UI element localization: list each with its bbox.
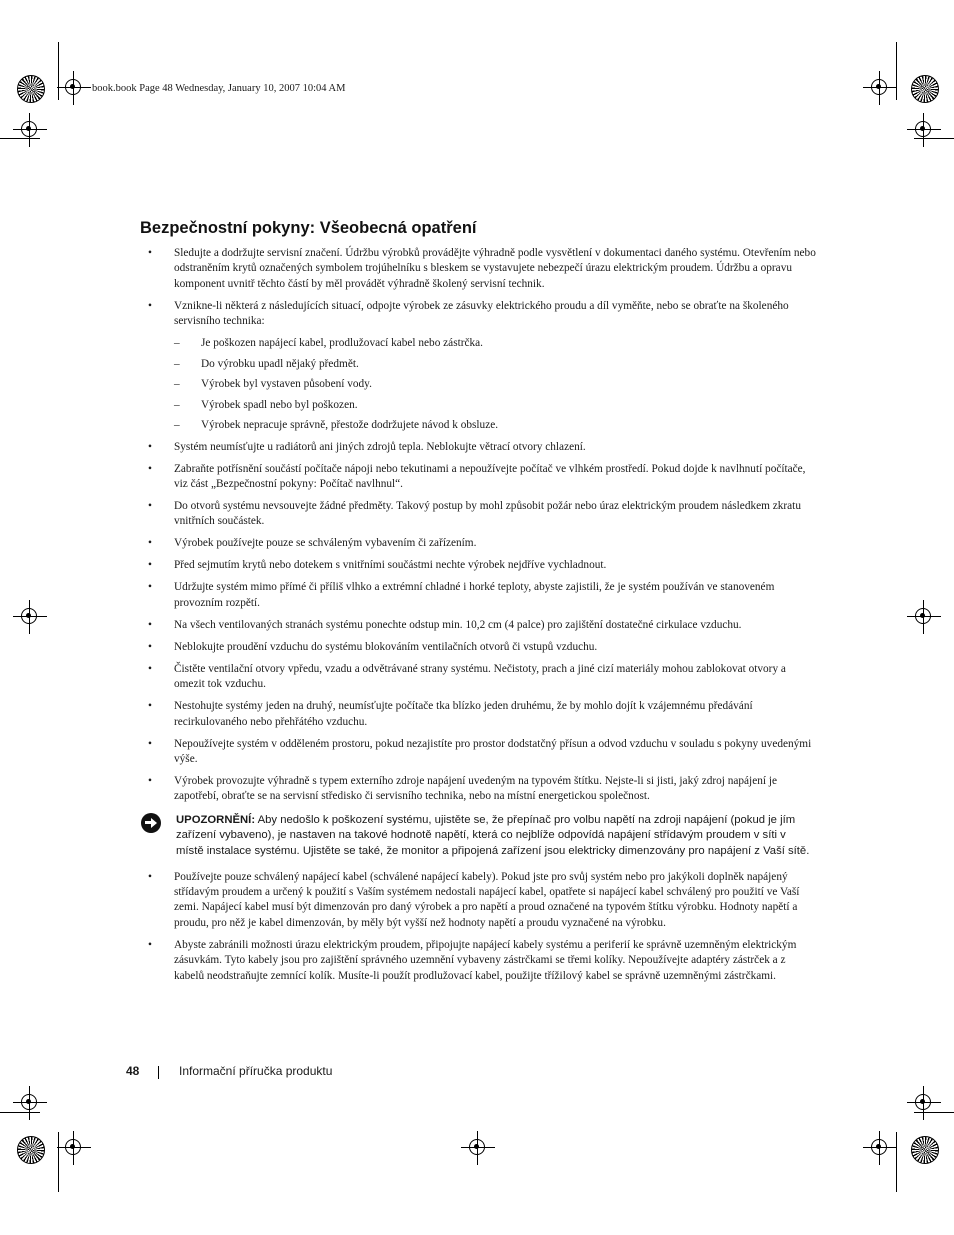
crop-line bbox=[0, 1112, 40, 1113]
crop-line bbox=[58, 1132, 59, 1192]
dash-marker: – bbox=[174, 357, 180, 370]
bullet-marker: • bbox=[148, 618, 152, 631]
crosshair-icon bbox=[19, 606, 41, 628]
bullet-marker: • bbox=[148, 938, 152, 951]
bullet-marker: • bbox=[148, 662, 152, 675]
list-item-text: Výrobek používejte pouze se schváleným vybavením či zařízením. bbox=[174, 537, 477, 550]
bullet-list bbox=[148, 246, 816, 330]
sub-list-item bbox=[148, 377, 816, 392]
registration-star-icon bbox=[17, 1136, 45, 1164]
list-item bbox=[148, 870, 816, 932]
sub-list bbox=[148, 336, 816, 433]
list-item-text: Abyste zabránili možnosti úrazu elektrickým proudem, připojujte napájecí kabely systému a periferií ke správně uzemněným elektrickým zásuvkám. Tyto kabely jsou pro zajištění správného uzemnění vybaveny zástrčkami se třemi kolíky. Nepoužívejte adaptéry zástrček a z kabelů neodstraňujte zemnící kolík. Musíte-li použít prodlužovací kabel, použijte třížilový kabel se správně uzemněnými zástrčkami. bbox=[174, 938, 797, 982]
notice-label: UPOZORNĚNÍ: bbox=[176, 813, 256, 826]
list-item-text: Systém neumísťujte u radiátorů ani jiných zdrojů tepla. Neblokujte větrací otvory chlazení. bbox=[174, 440, 586, 453]
dash-marker: – bbox=[174, 337, 180, 350]
crop-line bbox=[896, 42, 897, 100]
dash-marker: – bbox=[174, 398, 180, 411]
crosshair-icon bbox=[913, 606, 935, 628]
list-item bbox=[148, 774, 816, 805]
bullet-marker: • bbox=[148, 775, 152, 788]
bullet-marker: • bbox=[148, 737, 152, 750]
list-item-text: Udržujte systém mimo přímé či příliš vlhko a extrémní chladné i horké teploty, abyste zajistili, že je systém používán ve stanoveném provozním rozpětí. bbox=[174, 581, 775, 609]
crosshair-icon bbox=[63, 77, 85, 99]
list-item-text: Nepoužívejte systém v odděleném prostoru, pokud nezajistíte pro prostor dodstatčný přísun a odvod vzduchu v souladu s pokyny uvedenými výše. bbox=[174, 737, 812, 766]
bullet-list bbox=[148, 440, 816, 805]
list-item-text: Do otvorů systému nevsouvejte žádné předměty. Takový postup by mohl způsobit požár nebo úraz elektrickým proudem následkem zkratu vnitřních součástek. bbox=[174, 500, 801, 528]
list-item bbox=[148, 462, 816, 493]
bullet-marker: • bbox=[148, 537, 152, 550]
bullet-list bbox=[148, 870, 816, 984]
list-item bbox=[148, 737, 816, 768]
list-item bbox=[148, 640, 816, 655]
crop-line bbox=[896, 1132, 897, 1192]
list-item bbox=[148, 699, 816, 730]
footer-doc-title: Informační příručka produktu bbox=[179, 1064, 333, 1078]
list-item-text: Zabraňte potřísnění součástí počítače nápoji nebo tekutinami a nepoužívejte počítač ve vlhkém prostředí. Pokud dojde k navlhnutí počítače, viz část „Bezpečnostní pokyny: Počítač navlhnul“. bbox=[174, 462, 806, 491]
bullet-marker: • bbox=[148, 640, 152, 653]
list-item-text: Před sejmutím krytů nebo dotekem s vnitřními součástmi nechte výrobek nejdříve vychladnout. bbox=[174, 559, 607, 572]
sub-list-item-text: Je poškozen napájecí kabel, prodlužovací kabel nebo zástrčka. bbox=[201, 337, 483, 350]
list-item-text: Neblokujte proudění vzduchu do systému blokováním ventilačních otvorů či vstupů vzduchu. bbox=[174, 640, 598, 653]
sub-list-item bbox=[148, 418, 816, 433]
list-item bbox=[148, 938, 816, 984]
bullet-marker: • bbox=[148, 870, 152, 883]
sub-list-item bbox=[148, 336, 816, 351]
crosshair-icon bbox=[63, 1137, 85, 1159]
notice-box bbox=[148, 813, 816, 860]
crosshair-icon bbox=[19, 1092, 41, 1114]
bullet-marker: • bbox=[148, 500, 152, 513]
list-item-text: Nestohujte systémy jeden na druhý, neumísťujte počítače tka blízko jeden druhému, že by mohlo dojít k vzájemnému předávání recirkulovaného nebo přehřátého vzduchu. bbox=[174, 700, 753, 728]
crosshair-icon bbox=[869, 1137, 891, 1159]
registration-star-icon bbox=[17, 75, 45, 103]
dash-marker: – bbox=[174, 378, 180, 391]
list-item bbox=[148, 440, 816, 455]
bullet-marker: • bbox=[148, 559, 152, 572]
notice-arrow-icon bbox=[141, 813, 161, 833]
bullet-marker: • bbox=[148, 299, 152, 312]
crosshair-icon bbox=[869, 77, 891, 99]
list-item-text: Vznikne-li některá z následujících situací, odpojte výrobek ze zásuvky elektrického proudu a díl vyměňte, nebo se obraťte na školeného servisního technika: bbox=[174, 299, 789, 328]
registration-star-icon bbox=[911, 1136, 939, 1164]
sub-list-item-text: Výrobek byl vystaven působení vody. bbox=[201, 378, 372, 391]
crop-line bbox=[58, 42, 59, 100]
crop-line bbox=[914, 138, 954, 139]
list-item bbox=[148, 499, 816, 530]
sub-list-item bbox=[148, 357, 816, 372]
list-item bbox=[148, 299, 816, 330]
registration-star-icon bbox=[911, 75, 939, 103]
sub-list-item bbox=[148, 398, 816, 413]
bullet-marker: • bbox=[148, 247, 152, 259]
list-item bbox=[148, 246, 816, 292]
sub-list-item-text: Výrobek nepracuje správně, přestože dodržujete návod k obsluze. bbox=[201, 419, 499, 432]
list-item-text: Výrobek provozujte výhradně s typem externího zdroje napájení uvedeným na typovém štítku. Nejste-li si jisti, jaký zdroj napájení je zapotřebí, obraťte se na servisní středisko či servisního technika, nebo na místní energetickou společnost. bbox=[174, 775, 777, 803]
crop-line bbox=[0, 138, 40, 139]
list-item bbox=[148, 662, 816, 693]
list-item bbox=[148, 536, 816, 551]
list-item bbox=[148, 580, 816, 611]
bullet-marker: • bbox=[148, 440, 152, 453]
crosshair-icon bbox=[467, 1137, 489, 1159]
dash-marker: – bbox=[174, 419, 180, 432]
sub-list-item-text: Do výrobku upadl nějaký předmět. bbox=[201, 357, 359, 370]
crop-line bbox=[914, 1112, 954, 1113]
bullet-marker: • bbox=[148, 700, 152, 713]
list-item-text: Na všech ventilovaných stranách systému ponechte odstup min. 10,2 cm (4 palce) pro zajištění dostatečné cirkulace vzduchu. bbox=[174, 618, 742, 631]
content-body bbox=[148, 246, 816, 991]
list-item-text: Sledujte a dodržujte servisní značení. Údržbu výrobků provádějte výhradně podle vysvětlení v dokumentaci daného systému. Otevřením nebo odstraněním krytů označených symbolem trojúhelníku s bleskem se vystavujete nebezpečí úrazu elektrickým proudem. Údržbu a opravu komponent uvnitř těchto částí by měl provádět výhradně školený servisní technik. bbox=[174, 247, 816, 290]
page-number: 48 bbox=[126, 1064, 140, 1078]
crosshair-icon bbox=[913, 1092, 935, 1114]
list-item-text: Používejte pouze schválený napájecí kabel (schválené napájecí kabely). Pokud jste pro svůj systém nebo pro jakýkoli doplněk napájený střídavým proudem a určený k použití s Vaším systémem nedostali napájecí kabel, opatřete si napájecí kabel schválený pro použití ve Vaší zemi. Napájecí kabel musí být dimenzován pro daný výrobek a pro napětí a proud označené na typovém štítku výrobku. Hodnoty napětí a proudu, pro něž je kabel dimenzován, by měly být vyšší než hodnoty napětí a proudu vyznačené na výrobku. bbox=[174, 870, 800, 929]
list-item bbox=[148, 558, 816, 573]
print-slug: book.book Page 48 Wednesday, January 10, 2007 10:04 AM bbox=[92, 83, 346, 94]
bullet-marker: • bbox=[148, 581, 152, 594]
bullet-marker: • bbox=[148, 462, 152, 475]
notice-text: Aby nedošlo k poškození systému, ujistěte se, že přepínač pro volbu napětí na zdroji napájení (pokud je jím zařízení vybaveno), je nastaven na takové hodnotě napětí, která co nejblíže odpovídá napájení střídavým proudem v síti v místě instalace systému. Ujistěte se také, že monitor a připojená zařízení jsou elektricky dimenzovány pro napájení z Vaší sítě. bbox=[176, 813, 810, 858]
section-title: Bezpečnostní pokyny: Všeobecná opatření bbox=[140, 219, 477, 237]
list-item bbox=[148, 618, 816, 633]
list-item-text: Čistěte ventilační otvory vpředu, vzadu a odvětrávané strany systému. Nečistoty, prach a jiné cizí materiály mohou zablokovat otvory a omezit tok vzduchu. bbox=[174, 662, 786, 691]
sub-list-item-text: Výrobek spadl nebo byl poškozen. bbox=[201, 398, 358, 411]
page-footer bbox=[126, 1064, 333, 1078]
footer-divider bbox=[158, 1066, 159, 1079]
